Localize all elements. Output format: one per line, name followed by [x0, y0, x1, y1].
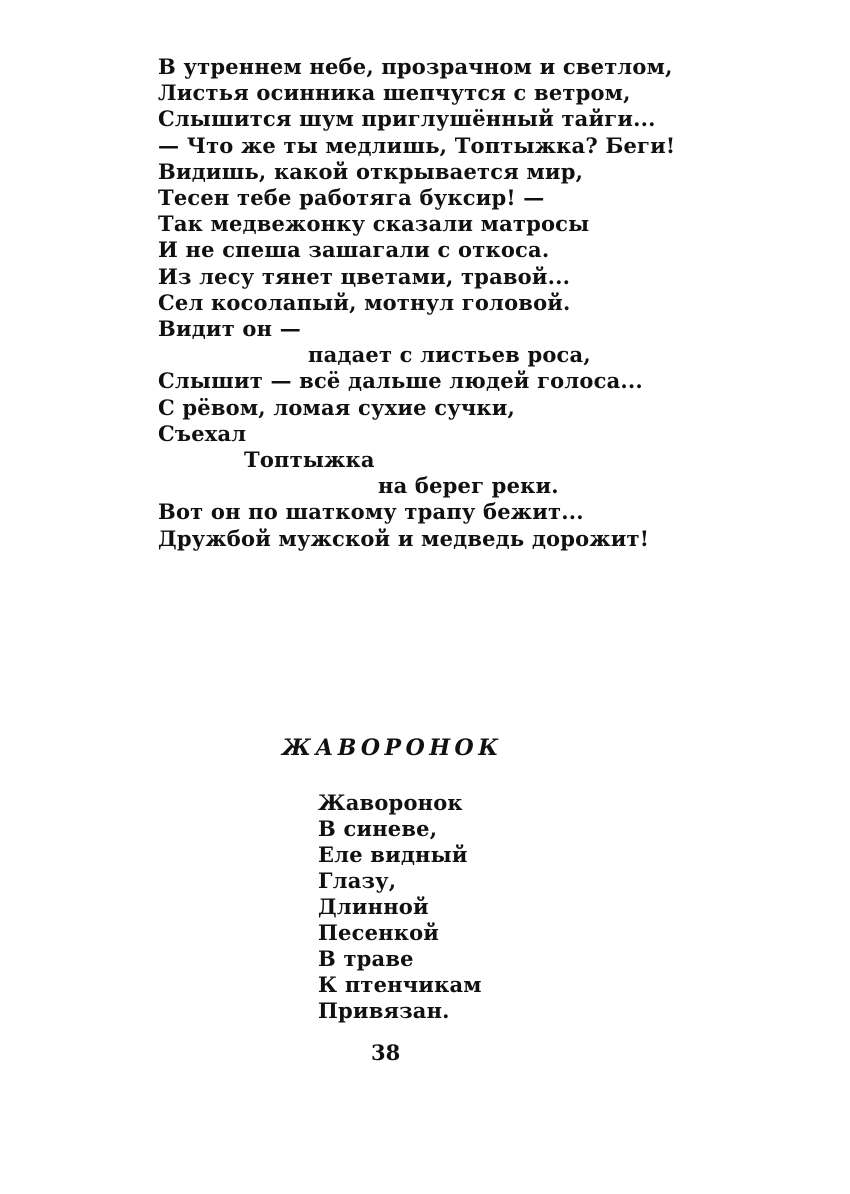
- poem-line: Жаворонок: [318, 790, 463, 815]
- poem-line: Длинной: [318, 894, 429, 919]
- poem-line: — Что же ты медлишь, Топтыжка? Беги!: [158, 132, 676, 158]
- poem-line: Слышится шум приглушённый тайги...: [158, 106, 656, 132]
- poem-line: Вот он по шаткому трапу бежит...: [158, 499, 584, 525]
- poem-line: Видишь, какой открывается мир,: [158, 158, 584, 184]
- poem-line: Тесен тебе работяга буксир! —: [158, 185, 545, 211]
- poem-line: Дружбой мужской и медведь дорожит!: [158, 525, 650, 551]
- poem-line: Сел косолапый, мотнул головой.: [158, 289, 571, 315]
- poem-line: И не спеша зашагали с откоса.: [158, 237, 550, 263]
- poem-line: на берег реки.: [378, 473, 559, 499]
- poem-title: ЖАВОРОНОК: [282, 735, 503, 761]
- poem-line: Привязан.: [318, 998, 450, 1023]
- poem-line: В траве: [318, 946, 414, 971]
- poem-line: Слышит — всё дальше людей голоса...: [158, 368, 643, 394]
- poem-line: Глазу,: [318, 868, 397, 893]
- poem-line: Еле видный: [318, 842, 468, 867]
- poem-line: Песенкой: [318, 920, 440, 945]
- poem-line: Съехал: [158, 420, 247, 446]
- poem-line: С рёвом, ломая сухие сучки,: [158, 394, 516, 420]
- page-number: 38: [371, 1040, 401, 1065]
- poem-line: Топтыжка: [244, 447, 375, 473]
- poem-line: Видит он —: [158, 316, 301, 342]
- poem-line: Листья осинника шепчутся с ветром,: [158, 80, 631, 106]
- poem-line: падает с листьев роса,: [308, 342, 591, 368]
- poem-line: В утреннем небе, прозрачном и светлом,: [158, 54, 673, 79]
- poem-line: К птенчикам: [318, 972, 482, 997]
- poem-zhavoronok: [318, 790, 482, 1024]
- poem-line: Так медвежонку сказали матросы: [158, 211, 590, 237]
- poem-line: В синеве,: [318, 816, 438, 841]
- poem-line: Из лесу тянет цветами, травой...: [158, 263, 571, 289]
- poem-toptyzhka: [158, 54, 675, 552]
